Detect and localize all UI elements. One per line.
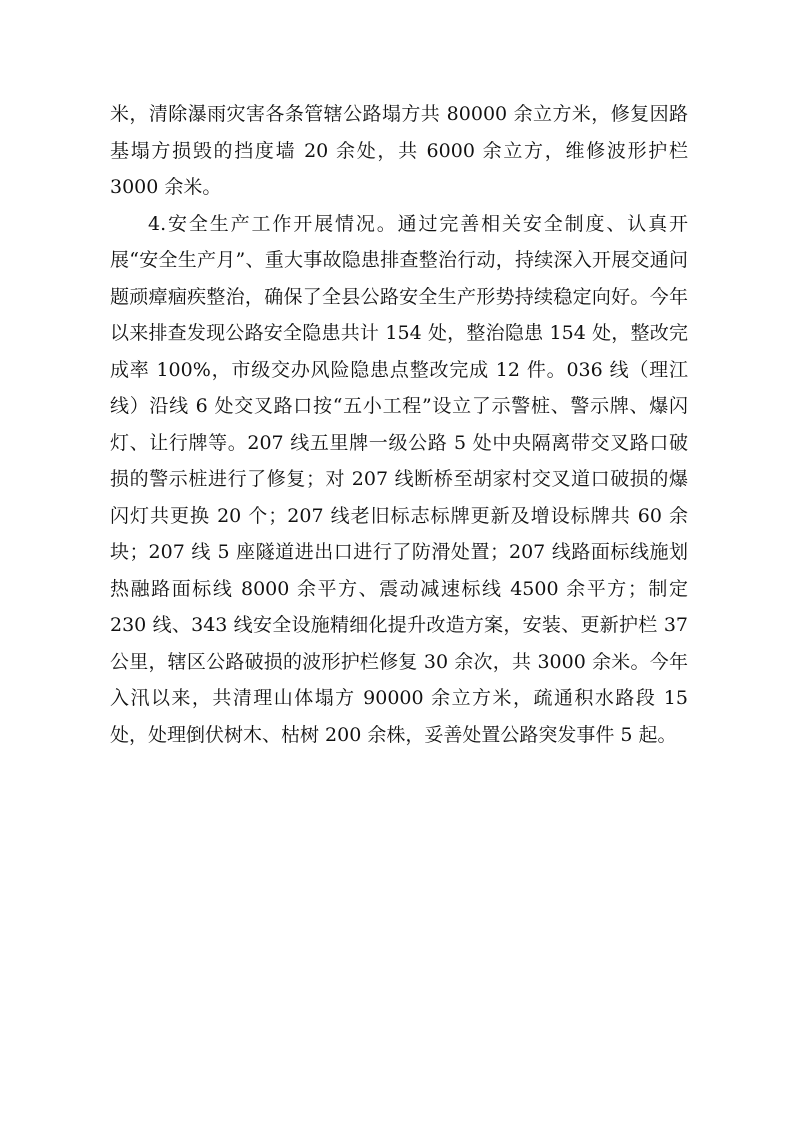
paragraph-safety-production: 4.安全生产工作开展情况。通过完善相关安全制度、认真开展“安全生产月”、重大事故隐患排查整治行动，持续深入开展交通问题顽瘴痼疾整治，确保了全县公路安全生产形势持续稳定向好。今年以来排查发现公路安全隐患共计 154 处，整治隐患 154 处，整改完成率 100%，市级交办风险隐患点整改完成 12 件。036 线（理江线）沿线 6 处交叉路口按“五小工程”设立了示警桩、警示牌、爆闪灯、让行牌等。207 线五里牌一级公路 5 处中央隔离带交叉路口破损的警示桩进行了修复；对 207 线断桥至胡家村交叉道口破损的爆闪灯共更换 20 个；207 线老旧标志标牌更新及增设标牌共 60 余块；207 线 5 座隧道进出口进行了防滑处置；207 线路面标线施划热融路面标线 8000 余平方、震动减速标线 4500 余平方；制定 230 线、343 线安全设施精细化提升改造方案，安装、更新护栏 37 公里，辖区公路破损的波形护栏修复 30 余次，共 3000 余米。今年入汛以来，共清理山体塌方 90000 余立方米，疏通积水路段 15 处，处理倒伏树木、枯树 200 余株，妥善处置公路突发事件 5 起。 <box>110 212 688 746</box>
body-text <box>110 96 688 753</box>
paragraph-continuation: 米，清除瀑雨灾害各条管辖公路塌方共 80000 余立方米，修复因路基塌方损毁的挡度墙 20 余处，共 6000 余立方，维修波形护栏 3000 余米。 <box>110 103 688 198</box>
